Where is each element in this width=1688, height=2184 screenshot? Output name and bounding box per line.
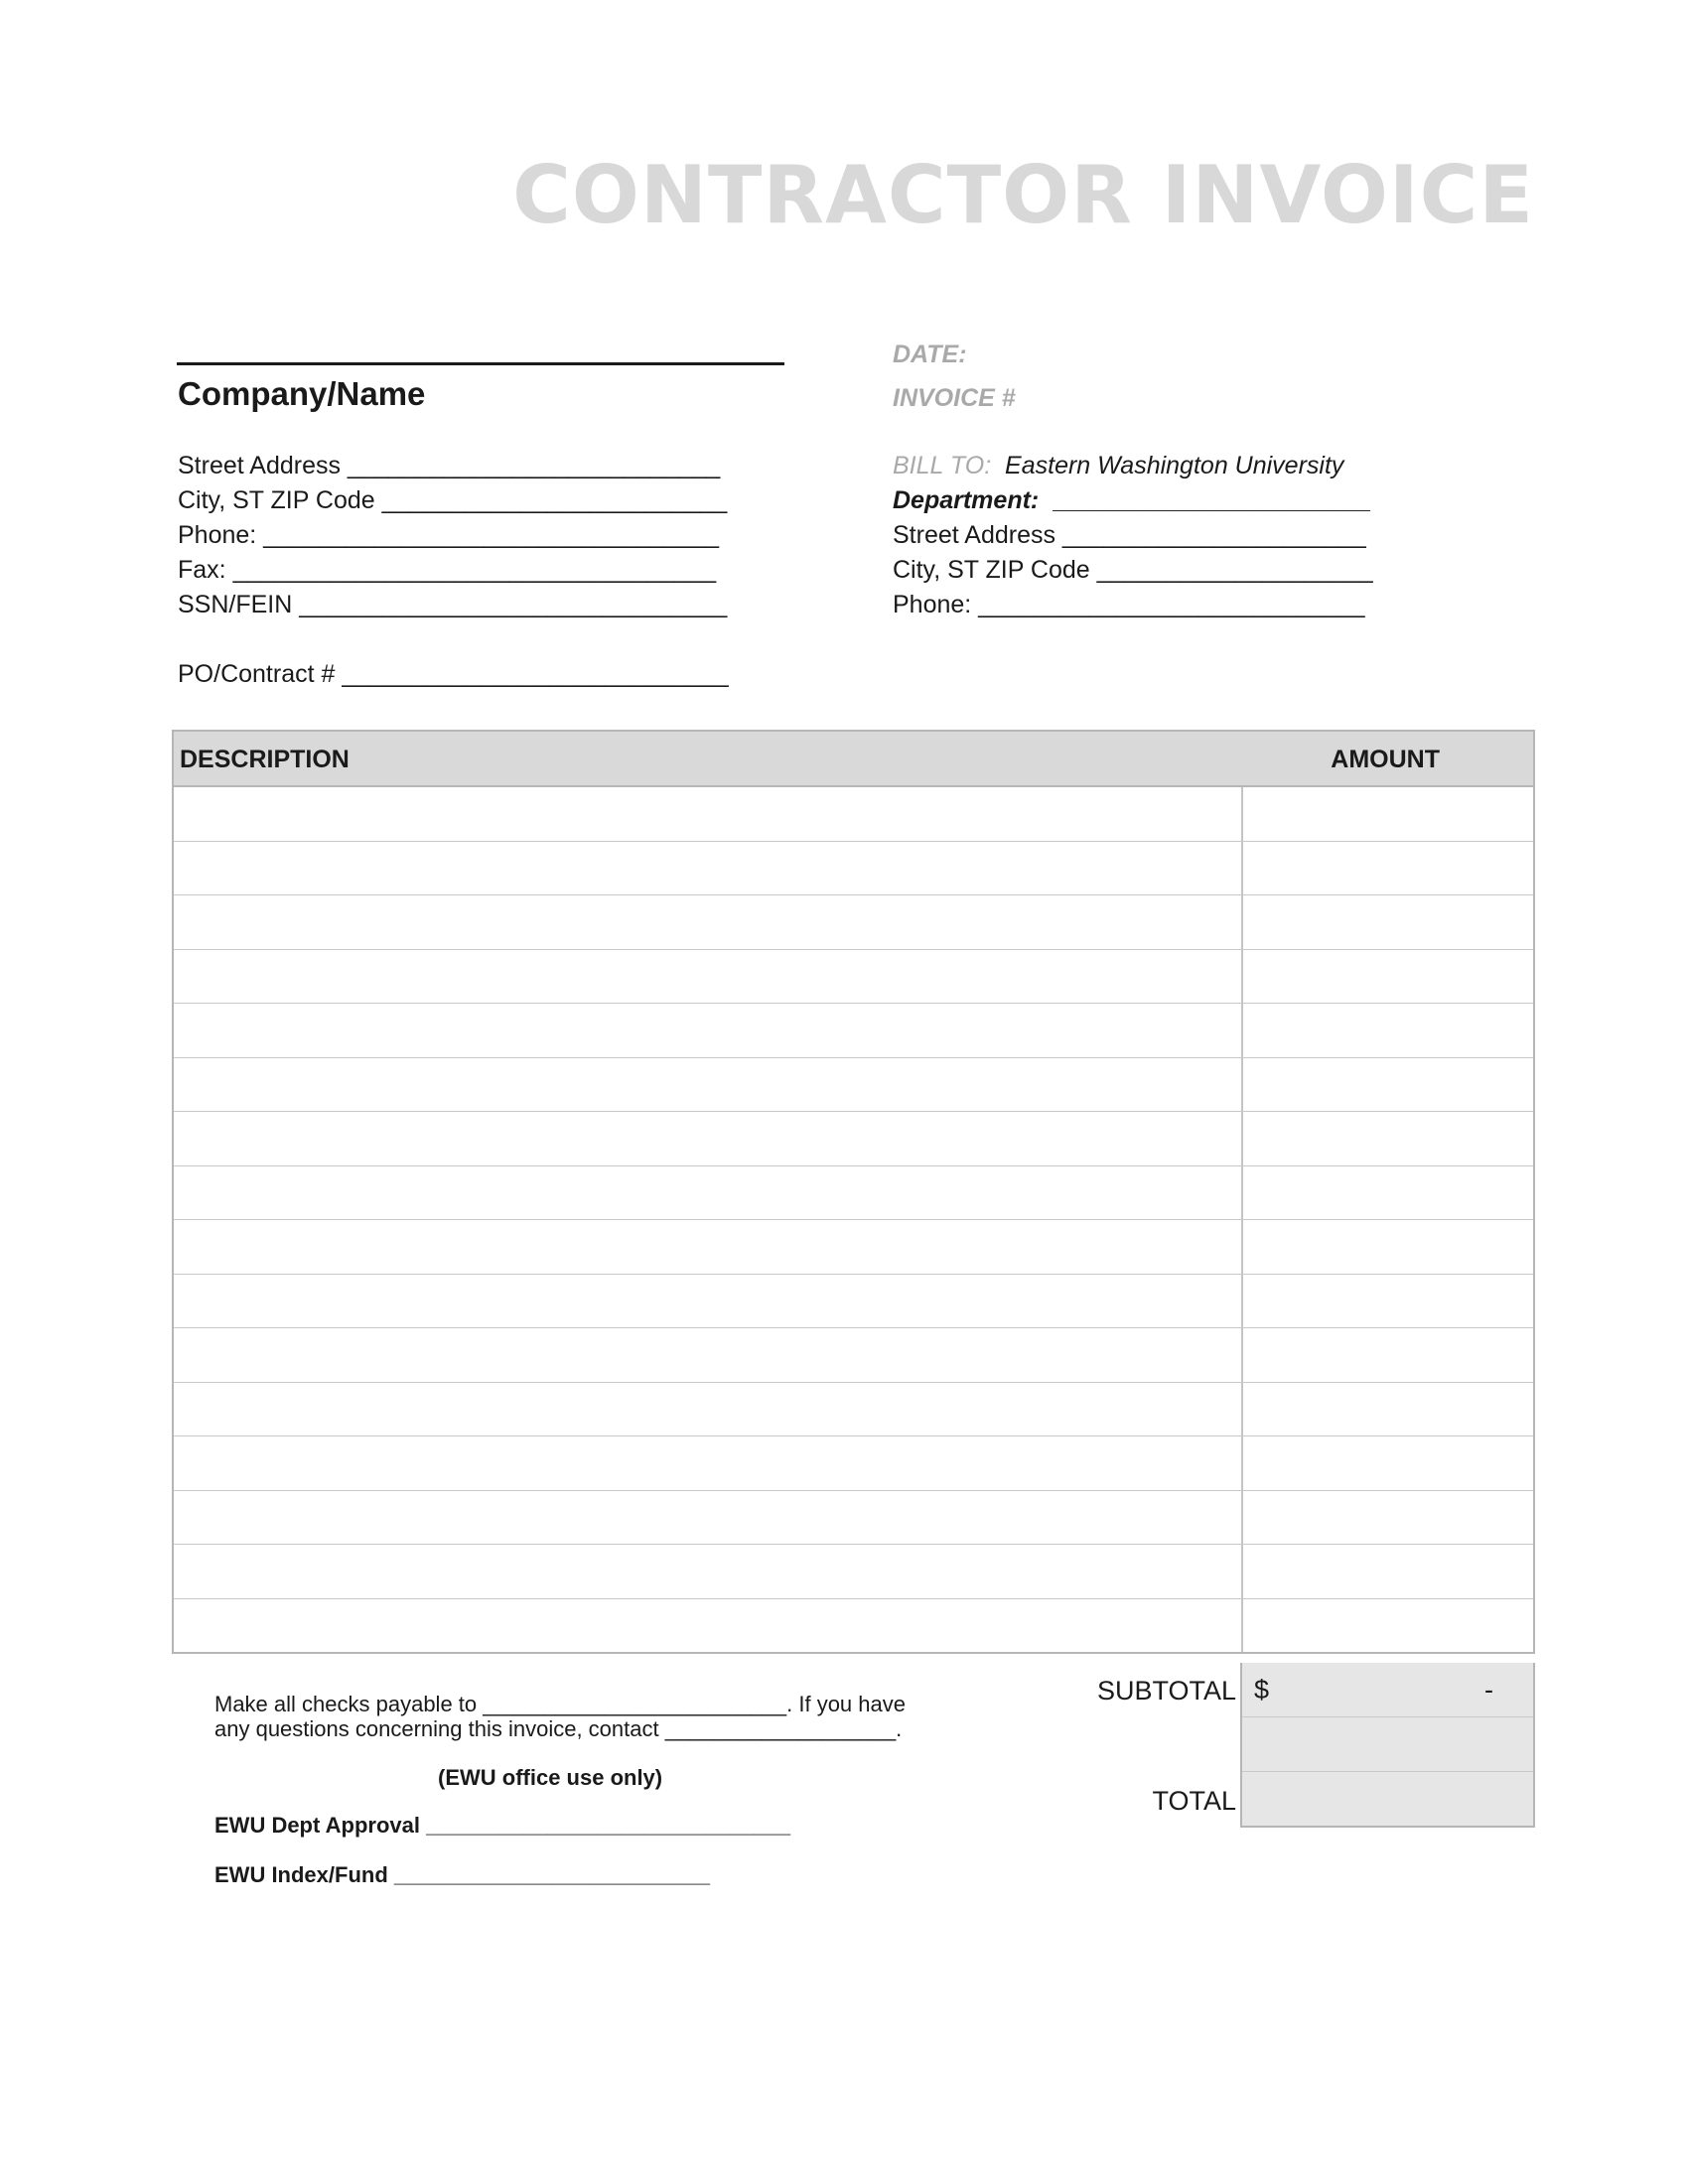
amount-cell[interactable] [1243,842,1533,895]
bill-to-value: Eastern Washington University [1005,452,1344,479]
table-row [174,1275,1533,1329]
table-row [174,1112,1533,1166]
amount-cell[interactable] [1243,1545,1533,1598]
amount-cell[interactable] [1243,1599,1533,1653]
description-cell[interactable] [174,1004,1243,1057]
po-contract-field[interactable]: PO/Contract # ____________________________ [178,660,729,688]
bill-to-label: BILL TO: [893,452,992,479]
company-name-label: Company/Name [178,375,426,412]
description-cell[interactable] [174,787,1243,841]
description-cell[interactable] [174,842,1243,895]
line-items-table [172,730,1535,1654]
invoice-title: CONTRACTOR INVOICE [512,149,1534,241]
amount-cell[interactable] [1243,1220,1533,1274]
table-row [174,1004,1533,1058]
table-row [174,950,1533,1005]
department-blank[interactable]: _______________________ [1053,486,1370,514]
table-row [174,787,1533,842]
company-city-field[interactable]: City, ST ZIP Code _________________________ [178,486,728,514]
amount-cell[interactable] [1243,895,1533,949]
amount-cell[interactable] [1243,1383,1533,1436]
bill-street-field[interactable]: Street Address ______________________ [893,521,1366,549]
checks-payable-line2: any questions concerning this invoice, contact ___________________. [214,1716,903,1741]
amount-cell[interactable] [1243,1166,1533,1220]
table-row [174,1491,1533,1546]
description-cell[interactable] [174,1275,1243,1328]
table-row [174,1436,1533,1491]
table-row [174,895,1533,950]
description-cell[interactable] [174,1545,1243,1598]
subtotal-label: SUBTOTAL [1096,1676,1236,1706]
description-cell[interactable] [174,1436,1243,1490]
amount-cell[interactable] [1243,1058,1533,1112]
summary-box [1240,1663,1535,1828]
bill-to-line [893,449,1343,483]
total-cell[interactable] [1242,1772,1533,1826]
bill-phone-field[interactable]: Phone: ____________________________ [893,591,1365,618]
amount-cell[interactable] [1243,1436,1533,1490]
description-cell[interactable] [174,1599,1243,1653]
table-row [174,1383,1533,1437]
table-row [174,1599,1533,1653]
amount-cell[interactable] [1243,950,1533,1004]
dept-approval-field[interactable]: EWU Dept Approval ______________________________ [214,1813,791,1838]
description-header: DESCRIPTION [180,746,350,773]
table-header [174,732,1533,787]
description-cell[interactable] [174,1328,1243,1382]
amount-cell[interactable] [1243,1112,1533,1165]
subtotal-value: - [1484,1675,1493,1705]
description-cell[interactable] [174,1112,1243,1165]
company-phone-field[interactable]: Phone: _________________________________ [178,521,720,549]
amount-cell[interactable] [1243,1328,1533,1382]
amount-cell[interactable] [1243,1004,1533,1057]
table-row [174,1058,1533,1113]
description-cell[interactable] [174,1491,1243,1545]
description-cell[interactable] [174,1220,1243,1274]
table-row [174,1545,1533,1599]
tax-cell[interactable] [1242,1717,1533,1772]
table-row [174,842,1533,896]
department-label: Department: [893,486,1040,514]
date-label: DATE: [893,341,967,368]
company-fax-field[interactable]: Fax: ___________________________________ [178,556,717,584]
subtotal-cell[interactable] [1242,1663,1533,1717]
amount-cell[interactable] [1243,1275,1533,1328]
currency-symbol: $ [1254,1675,1270,1705]
table-body [174,787,1533,1652]
description-cell[interactable] [174,1166,1243,1220]
bill-city-field[interactable]: City, ST ZIP Code ____________________ [893,556,1373,584]
checks-payable-line1: Make all checks payable to _________________________. If you have [214,1692,906,1716]
amount-header: AMOUNT [1331,746,1440,773]
table-row [174,1220,1533,1275]
office-use-note: (EWU office use only) [438,1765,663,1790]
company-street-field[interactable]: Street Address ___________________________ [178,452,721,479]
company-ssn-field[interactable]: SSN/FEIN _______________________________ [178,591,728,618]
description-cell[interactable] [174,1383,1243,1436]
invoice-number-label: INVOICE # [893,384,1016,412]
description-cell[interactable] [174,950,1243,1004]
amount-cell[interactable] [1243,1491,1533,1545]
table-row [174,1166,1533,1221]
total-label: TOTAL [1152,1786,1236,1816]
description-cell[interactable] [174,1058,1243,1112]
department-line[interactable] [893,483,1370,518]
amount-cell[interactable] [1243,787,1533,841]
company-name-line [177,362,784,365]
index-fund-field[interactable]: EWU Index/Fund __________________________ [214,1862,710,1887]
description-cell[interactable] [174,895,1243,949]
table-row [174,1328,1533,1383]
